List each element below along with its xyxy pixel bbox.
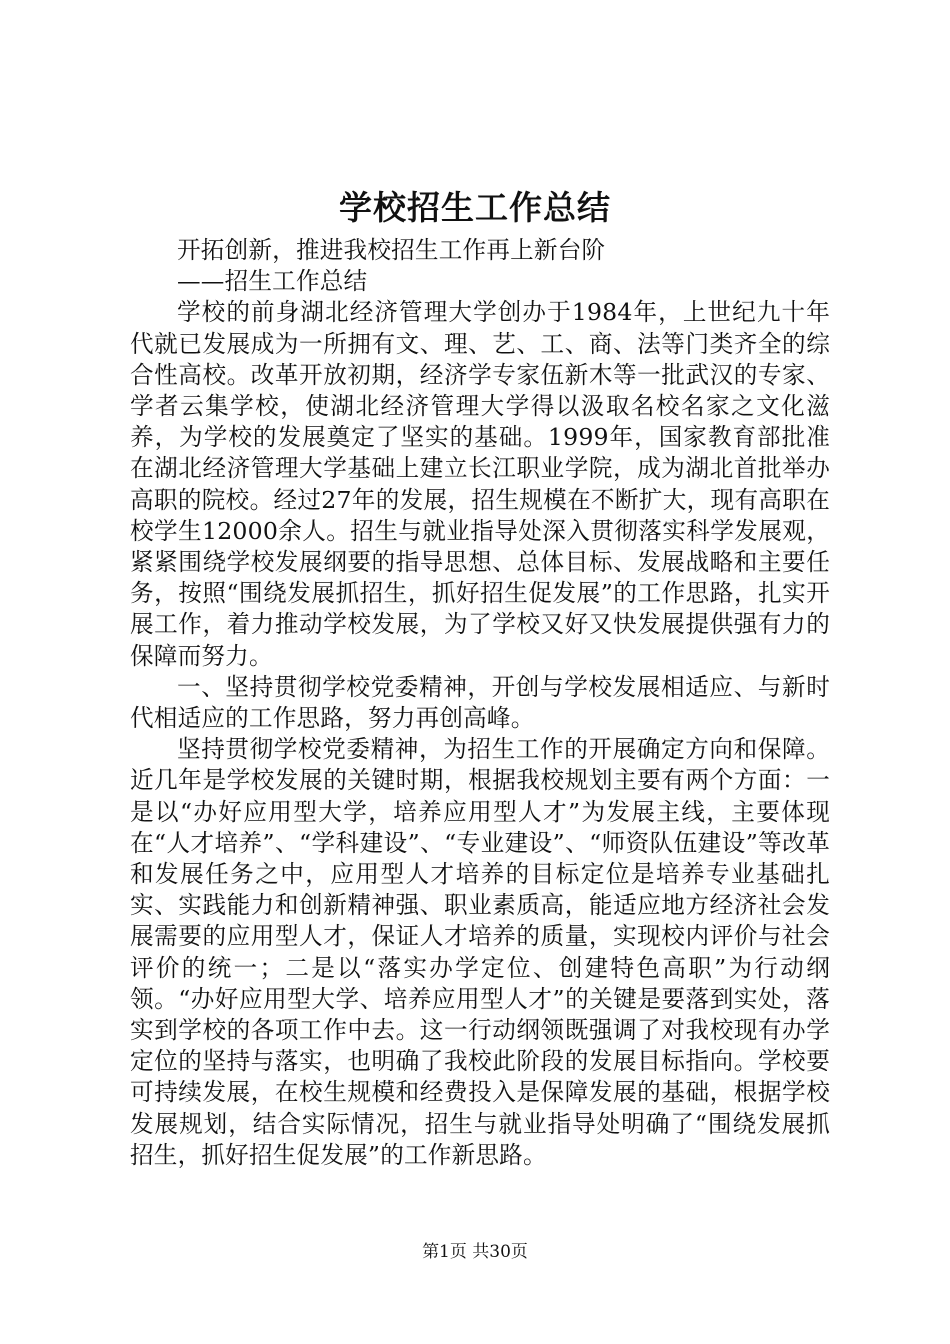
- document-title: 学校招生工作总结: [339, 188, 611, 227]
- body-paragraph: 坚持贯彻学校党委精神，为招生工作的开展确定方向和保障。近几年是学校发展的关键时期，根据我校规划主要有两个方面：一是以“办好应用型大学，培养应用型人才”为发展主线，主要体现在“人才培养”、“学科建设”、“专业建设”、“师资队伍建设”等改革和发展任务之中，应用型人才培养的目标定位是培养专业基础扎实、实践能力和创新精神强、职业素质高，能适应地方经济社会发展需要的应用型人才，保证人才培养的质量，实现校内评价与社会评价的统一；二是以“落实办学定位、创建特色高职”为行动纲领。“办好应用型大学、培养应用型人才”的关键是要落到实处，落实到学校的各项工作中去。这一行动纲领既强调了对我校现有办学定位的坚持与落实，也明确了我校此阶段的发展目标指向。学校要可持续发展，在校生规模和经费投入是保障发展的基础，根据学校发展规划，结合实际情况，招生与就业指导处明确了“围绕发展抓招生，抓好招生促发展”的工作新思路。: [130, 735, 830, 1169]
- section-heading: 一、坚持贯彻学校党委精神，开创与学校发展相适应、与新时代相适应的工作思路，努力再创高峰。: [130, 672, 830, 733]
- body-paragraph: 学校的前身湖北经济管理大学创办于1984年，上世纪九十年代就已发展成为一所拥有文、理、艺、工、商、法等门类齐全的综合性高校。改革开放初期，经济学专家伍新木等一批武汉的专家、学者云集学校，使湖北经济管理大学得以汲取名校名家之文化滋养，为学校的发展奠定了坚实的基础。1999年，国家教育部批准在湖北经济管理大学基础上建立长江职业学院，成为湖北首批举办高职的院校。经过27年的发展，招生规模在不断扩大，现有高职在校学生12000余人。招生与就业指导处深入贯彻落实科学发展观，紧紧围绕学校发展纲要的指导思想、总体目标、发展战略和主要任务，按照“围绕发展抓招生，抓好招生促发展”的工作思路，扎实开展工作，着力推动学校发展，为了学校又好又快发展提供强有力的保障而努力。: [130, 298, 830, 670]
- subtitle-note: ——招生工作总结: [177, 267, 368, 296]
- document-body: [130, 235, 830, 1171]
- subtitle: 开拓创新，推进我校招生工作再上新台阶: [177, 236, 606, 264]
- page-number: 第1页 共30页: [422, 1242, 528, 1262]
